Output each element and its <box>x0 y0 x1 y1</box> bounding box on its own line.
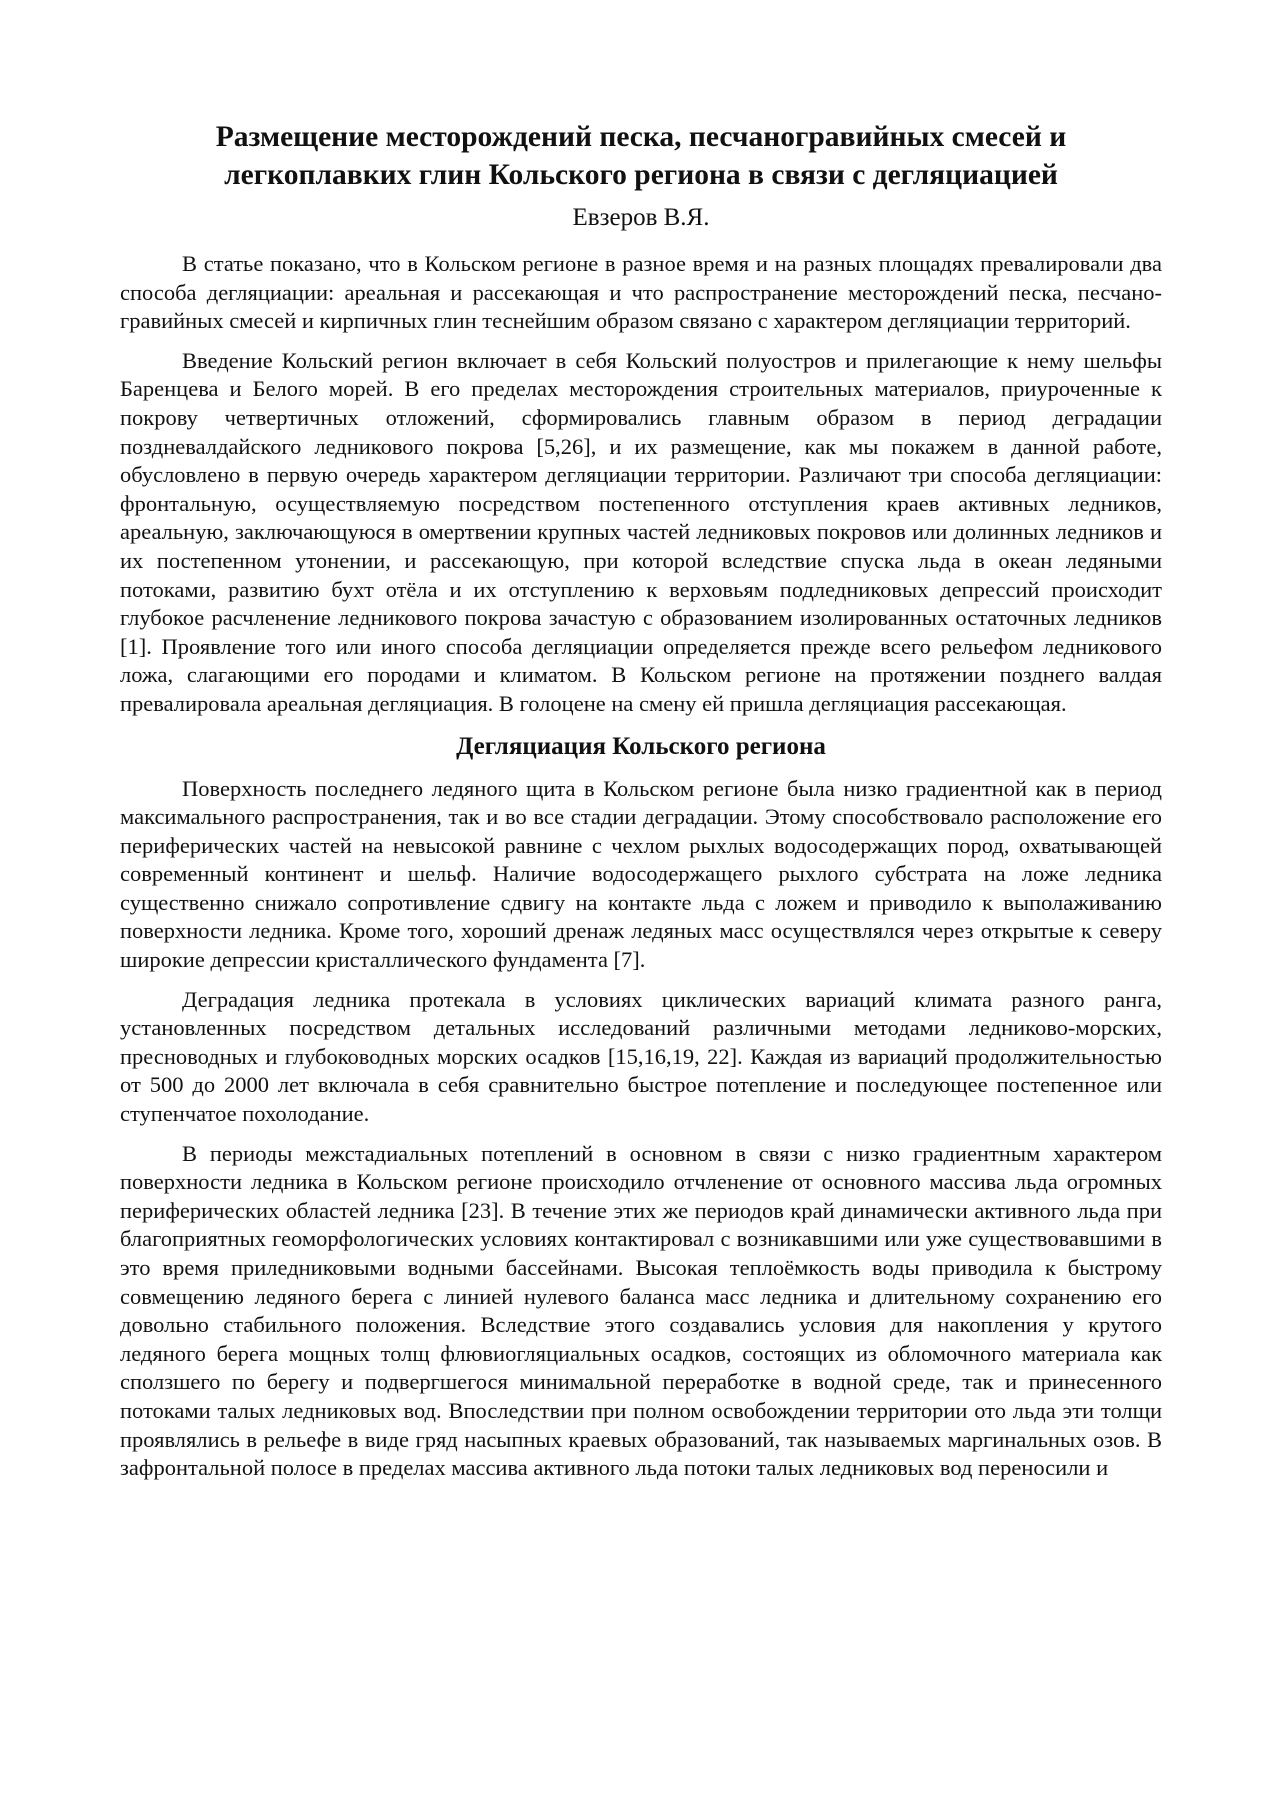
introduction-paragraph: Введение Кольский регион включает в себя Кольский полуостров и прилегающие к нему шельфы Баренцева и Белого морей. В его пределах месторождения строительных материалов, приуроченные к покрову четвертичных отложений, сформировались главным образом в период деградации поздневалдайского ледникового покрова [5,26], и их размещение, как мы покажем в данной работе, обусловлено в первую очередь характером дегляциации территории. Различают три способа дегляциации: фронтальную, осуществляемую посредством постепенного отступления краев активных ледников, ареальную, заключающуюся в омертвении крупных частей ледниковых покровов или долинных ледников и их постепенном утонении, и рассекающую, при которой вследствие спуска льда в океан ледяными потоками, развитию бухт отёла и их отступлению к верховьям подледниковых депрессий происходит глубокое расчленение ледникового покрова зачастую с образованием изолированных остаточных ледников [1]. Проявление того или иного способа дегляциации определяется прежде всего рельефом ледникового ложа, слагающими его породами и климатом. В Кольском регионе на протяжении позднего валдая превалировала ареальная дегляциация. В голоцене на смену ей пришла дегляциация рассекающая. <box>120 347 1162 716</box>
body-paragraph: Поверхность последнего ледяного щита в Кольском регионе была низко градиентной как в период максимального распространения, так и во все стадии деградации. Этому способствовало расположение его периферических частей на невысокой равнине с чехлом рыхлых водосодержащих пород, охватывающей современный континент и шельф. Наличие водосодержащего рыхлого субстрата на ложе ледника существенно снижало сопротивление сдвигу на контакте льда с ложем и приводило к выполаживанию поверхности ледника. Кроме того, хороший дренаж ледяных масс осуществлялся через открытые к северу широкие депрессии кристаллического фундамента [7]. <box>120 775 1162 973</box>
article-title: Размещение месторождений песка, песчаногравийных смесей и легкоплавких глин Кольского региона в связи с дегляциацией <box>215 121 1067 191</box>
body-paragraph: Деградация ледника протекала в условиях циклических вариаций климата разного ранга, установленных посредством детальных исследований различными методами ледниково-морских, пресноводных и глубоководных морских осадков [15,16,19, 22]. Каждая из вариаций продолжительностью от 500 до 2000 лет включала в себя сравнительно быстрое потепление и последующее постепенное или ступенчатое похолодание. <box>120 986 1162 1127</box>
section-heading: Дегляциация Кольского региона <box>456 732 826 760</box>
document-page <box>120 118 1162 1494</box>
abstract-paragraph: В статье показано, что в Кольском регионе в разное время и на разных площадях превалировали два способа дегляциации: ареальная и рассекающая и что распространение месторождений песка, песчано-гравийных смесей и кирпичных глин теснейшим образом связано с характером дегляциации территорий. <box>120 251 1162 334</box>
body-paragraph: В периоды межстадиальных потеплений в основном в связи с низко градиентным характером поверхности ледника в Кольском регионе происходило отчленение от основного массива льда огромных периферических областей ледника [23]. В течение этих же периодов край динамически активного льда при благоприятных геоморфологических условиях контактировал с возникавшими или уже существовавшими в это время приледниковыми водными бассейнами. Высокая теплоёмкость воды приводила к быстрому совмещению ледяного берега с линией нулевого баланса масс ледника и длительному сохранению его довольно стабильного положения. Вследствие этого создавались условия для накопления у крутого ледяного берега мощных толщ флювиогляциальных осадков, состоящих из обломочного материала как сползшего по берегу и подвергшегося минимальной переработке в водной среде, так и принесенного потоками талых ледниковых вод. Впоследствии при полном освобождении территории ото льда эти толщи проявлялись в рельефе в виде гряд насыпных краевых образований, так называемых маргинальных озов. В зафронтальной полосе в пределах массива активного льда потоки талых ледниковых вод переносили и <box>120 1140 1162 1481</box>
author-name: Евзеров В.Я. <box>572 204 710 231</box>
